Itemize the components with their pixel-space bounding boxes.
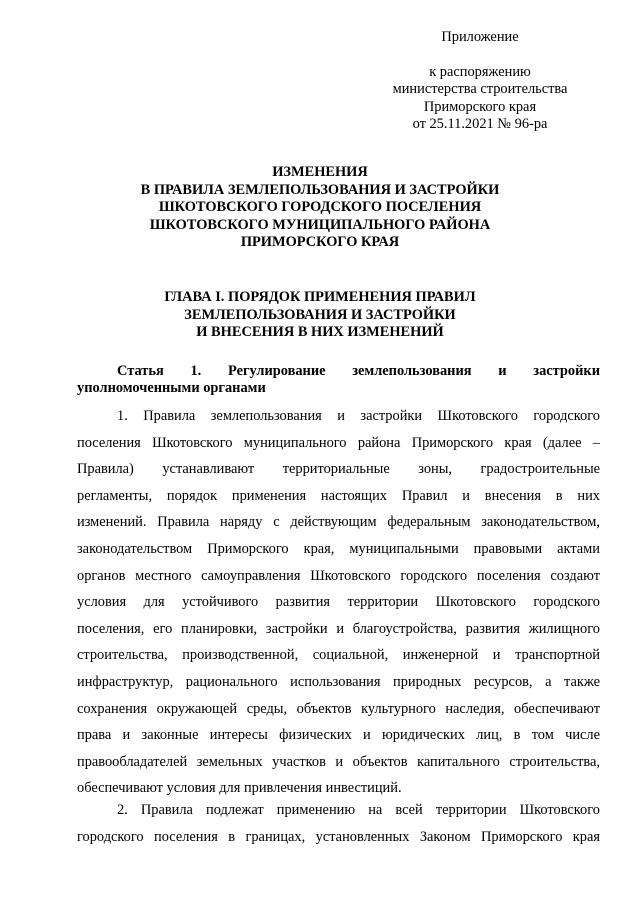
appendix-line: к распоряжению <box>429 63 531 80</box>
chapter-line: И ВНЕСЕНИЯ В НИХ ИЗМЕНЕНИЙ <box>196 324 444 341</box>
paragraph-line: городского поселения в границах, установленных Законом Приморского края <box>77 828 600 845</box>
paragraph-line: 1. Правила землепользования и застройки Шкотовского городского <box>117 408 600 424</box>
title-line: ИЗМЕНЕНИЯ <box>272 164 368 180</box>
paragraph-line: изменений. Правила наряду с действующим федеральным законодательством, <box>77 514 600 531</box>
appendix-title: Приложение <box>441 29 519 45</box>
title-line: ШКОТОВСКОГО ГОРОДСКОГО ПОСЕЛЕНИЯ <box>158 199 482 216</box>
paragraph-1 <box>77 407 600 806</box>
document-title <box>100 164 540 252</box>
paragraph-2 <box>77 801 600 854</box>
paragraph-line: права и законные интересы физических и юридических лиц, в том числе <box>77 727 600 744</box>
appendix-header <box>390 29 570 134</box>
paragraph-line: 2. Правила подлежат применению на всей территории Шкотовского <box>117 802 600 818</box>
title-line: ШКОТОВСКОГО МУНИЦИПАЛЬНОГО РАЙОНА <box>149 216 491 233</box>
appendix-line: министерства строительства <box>392 81 568 97</box>
paragraph-line: инфраструктур, рационального использования природных ресурсов, а также <box>77 673 600 690</box>
paragraph-line: регламенты, порядок применения настоящих Правил и внесения в них <box>77 487 600 504</box>
paragraph-line: законодательством Приморского края, муниципальными правовыми актами <box>77 540 600 557</box>
chapter-line: ЗЕМЛЕПОЛЬЗОВАНИЯ И ЗАСТРОЙКИ <box>184 306 456 323</box>
article-heading-line: Статья 1. Регулирование землепользования и застройки <box>117 363 600 379</box>
chapter-heading <box>130 289 510 342</box>
paragraph-line: обеспечивают условия для привлечения инвестиций. <box>77 780 402 797</box>
paragraph-line: условия для устойчивого развития территории Шкотовского городского <box>77 594 600 611</box>
appendix-line: Приморского края <box>423 98 537 115</box>
paragraph-line: поселения Шкотовского муниципального района Приморского края (далее – <box>77 434 600 451</box>
title-line: В ПРАВИЛА ЗЕМЛЕПОЛЬЗОВАНИЯ И ЗАСТРОЙКИ <box>140 181 500 198</box>
paragraph-line: правообладателей земельных участков и объектов капитального строительства, <box>77 753 600 770</box>
paragraph-line: сохранения окружающей среды, объектов культурного наследия, обеспечивают <box>77 700 600 717</box>
paragraph-line: строительства, производственной, социальной, инженерной и транспортной <box>77 647 600 664</box>
appendix-date-line: от 25.11.2021 № 96-ра <box>412 116 548 132</box>
article-heading <box>77 363 600 397</box>
paragraph-line: органов местного самоуправления Шкотовского городского поселения создают <box>77 567 600 584</box>
paragraph-line: поселения, его планировки, застройки и благоустройства, развития жилищного <box>77 620 600 637</box>
article-heading-line: уполномоченными органами <box>77 380 266 396</box>
paragraph-line: Правила) устанавливают территориальные зоны, градостроительные <box>77 461 600 478</box>
chapter-line: ГЛАВА I. ПОРЯДОК ПРИМЕНЕНИЯ ПРАВИЛ <box>164 289 476 305</box>
title-line: ПРИМОРСКОГО КРАЯ <box>240 234 400 251</box>
